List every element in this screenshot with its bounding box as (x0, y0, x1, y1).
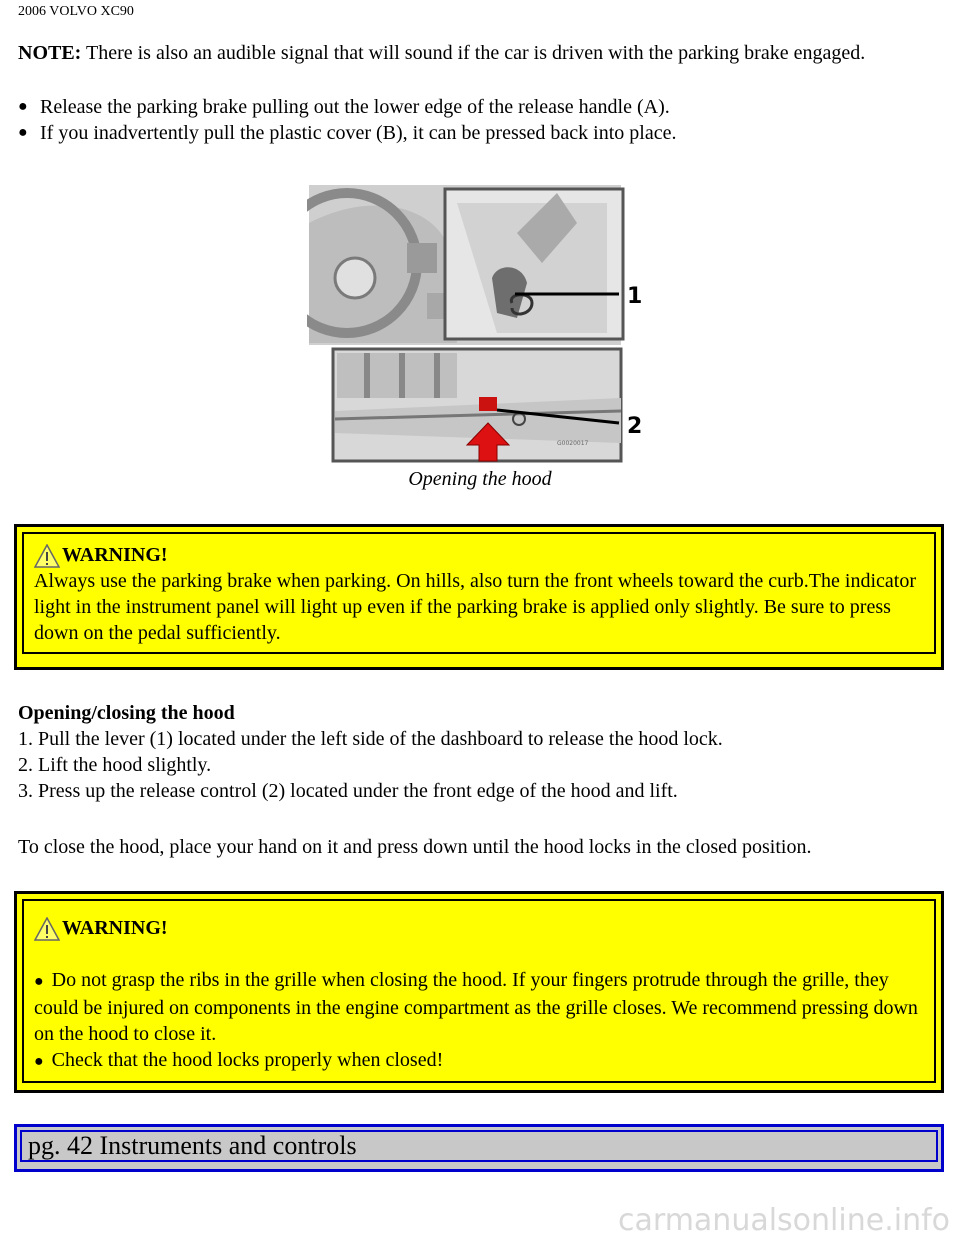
list-item: ● If you inadvertently pull the plastic cover (B), it can be pressed back into place. (18, 122, 677, 144)
document-header: 2006 VOLVO XC90 (18, 4, 134, 19)
note-paragraph (18, 40, 942, 66)
bullet-icon: ● (34, 1053, 44, 1070)
warning-title: WARNING! (62, 544, 168, 566)
warning-text: Always use the parking brake when parking. On hills, also turn the front wheels toward the curb.The indicator light in the instrument panel will light up even if the parking brake is applied only slightly. Be sure to press down on the pedal sufficiently. (34, 570, 916, 644)
list-item: ● Check that the hood locks properly when closed! (34, 1049, 444, 1071)
callout-label-1: 1 (627, 284, 643, 309)
step-item: 2. Lift the hood slightly. (18, 754, 212, 776)
callout-label-2: 2 (627, 414, 643, 439)
bullet-icon: ● (18, 98, 28, 115)
step-item: 1. Pull the lever (1) located under the left side of the dashboard to release the hood lock. (18, 728, 723, 750)
list-item: ● Release the parking brake pulling out the lower edge of the release handle (A). (18, 96, 670, 118)
bullet-list (18, 94, 942, 146)
footer-text: pg. 42 Instruments and controls (20, 1130, 938, 1162)
warning-box-hood (14, 891, 944, 1093)
bullet-icon: ● (34, 973, 44, 990)
warning-triangle-icon (34, 917, 60, 941)
warning-title: WARNING! (62, 917, 168, 939)
figure-caption: Opening the hood (408, 468, 552, 490)
figure-code: G0020017 (557, 440, 589, 447)
closing-paragraph: To close the hood, place your hand on it and press down until the hood locks in the closed position. (18, 836, 812, 858)
hood-release-illustration (307, 183, 648, 464)
page-footer (14, 1124, 944, 1172)
warning-box-parking-brake (14, 524, 944, 670)
hood-instructions (18, 700, 942, 804)
watermark: carmanualsonline.info (618, 1203, 950, 1238)
bullet-icon: ● (18, 124, 28, 141)
step-item: 3. Press up the release control (2) located under the front edge of the hood and lift. (18, 780, 678, 802)
warning-triangle-icon (34, 544, 60, 568)
note-text: There is also an audible signal that will sound if the car is driven with the parking brake engaged. (81, 42, 866, 64)
list-item: ● Do not grasp the ribs in the grille when closing the hood. If your fingers protrude through the grille, they could be injured on components in the engine compartment as the grille closes. We recommend pressing down on the hood to close it. (34, 969, 918, 1045)
note-label: NOTE: (18, 42, 82, 64)
section-heading: Opening/closing the hood (18, 702, 235, 724)
